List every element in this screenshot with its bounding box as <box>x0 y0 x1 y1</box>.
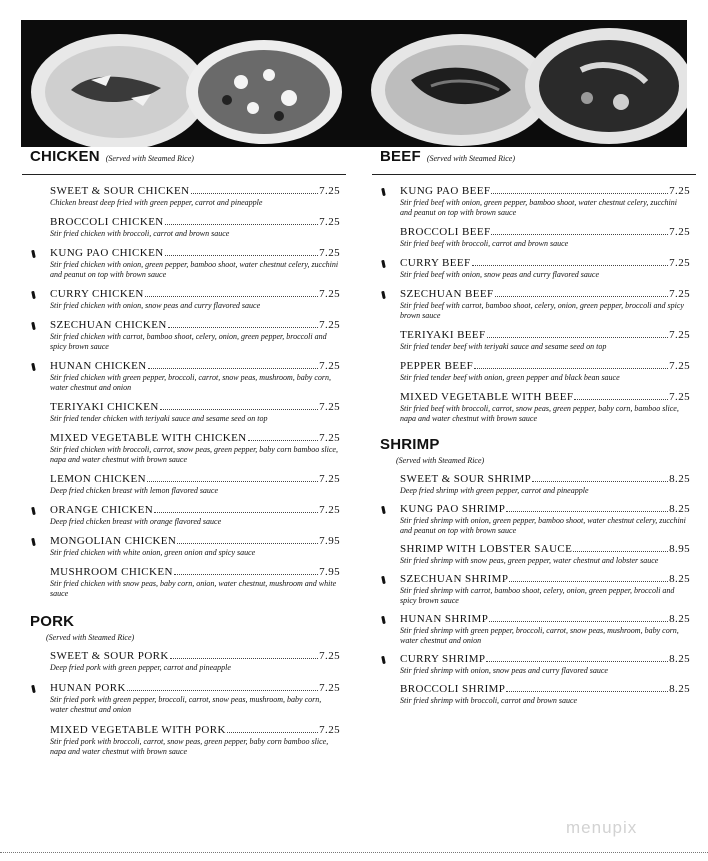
chili-pepper-icon <box>382 259 387 268</box>
menu-item <box>380 573 690 606</box>
menu-item-description: Stir fried pork with green pepper, broccoli, carrot, snow peas, mushroom, baby corn, water chestnut and onion <box>50 695 322 714</box>
menu-item-price: 7.25 <box>669 288 690 300</box>
menu-item-price: 7.25 <box>319 504 340 516</box>
right-column <box>380 148 690 713</box>
menu-item <box>30 247 340 280</box>
dot-leader <box>127 690 318 691</box>
menu-item-price: 7.25 <box>669 391 690 403</box>
dot-leader <box>506 511 668 512</box>
chili-pepper-icon <box>32 684 37 693</box>
menu-item <box>30 535 340 558</box>
menu-item-description: Stir fried chicken with onion, green pepper, bamboo shoot, water chestnut celery, zucchini and peanut on top with brown sauce <box>50 260 339 279</box>
menu-item-row <box>400 329 690 341</box>
menu-item-name: MONGOLIAN CHICKEN <box>50 535 177 547</box>
dot-leader <box>174 574 318 575</box>
menu-item-description: Stir fried shrimp with carrot, bamboo shoot, celery, onion, green pepper, broccoli and spicy brown sauce <box>400 586 675 605</box>
chili-pepper-icon <box>32 249 37 258</box>
menu-item-row <box>400 360 690 372</box>
menu-item-name: KUNG PAO SHRIMP <box>400 503 506 515</box>
menu-item-row <box>50 288 340 300</box>
menu-item-row <box>50 401 340 413</box>
menu-item-row <box>50 650 340 662</box>
menu-item <box>30 216 340 239</box>
menu-item-name: TERIYAKI CHICKEN <box>50 401 159 413</box>
menu-item-row <box>400 653 690 665</box>
menu-item-description: Stir fried beef with broccoli, carrot and brown sauce <box>400 239 569 248</box>
menu-item <box>30 185 340 208</box>
menu-item-name: PEPPER BEEF <box>400 360 474 372</box>
shrimp-section-title: SHRIMP <box>380 436 440 453</box>
menu-item-name: BROCCOLI SHRIMP <box>400 683 506 695</box>
dot-leader <box>506 691 668 692</box>
menu-item-price: 8.95 <box>669 543 690 555</box>
dot-leader <box>148 368 319 369</box>
beef-section-note: (Served with Steamed Rice) <box>426 154 515 163</box>
dot-leader <box>491 193 668 194</box>
dot-leader <box>191 193 319 194</box>
menu-item-description: Stir fried chicken with green pepper, broccoli, carrot, snow peas, mushroom, baby corn, water chestnut and onion <box>50 373 331 392</box>
menu-item <box>380 683 690 706</box>
dot-leader <box>154 512 318 513</box>
menu-item <box>30 401 340 424</box>
menu-item-description: Stir fried chicken with onion, snow peas and curry flavored sauce <box>50 301 261 310</box>
chili-pepper-icon <box>32 506 37 515</box>
menu-item-price: 7.25 <box>319 682 340 694</box>
menu-item <box>380 257 690 280</box>
beef-section-header <box>380 148 690 174</box>
menu-item-price: 7.25 <box>319 185 340 197</box>
plate-4 <box>525 28 687 144</box>
menu-item-name: KUNG PAO BEEF <box>400 185 491 197</box>
section-divider <box>22 174 346 175</box>
menu-item-description: Deep fried chicken breast with lemon flavored sauce <box>50 486 219 495</box>
menu-item-row <box>50 432 340 444</box>
menu-item-description: Stir fried chicken with white onion, green onion and spicy sauce <box>50 548 256 557</box>
menu-item-name: MIXED VEGETABLE WITH CHICKEN <box>50 432 247 444</box>
menu-item-name: SWEET & SOUR SHRIMP <box>400 473 532 485</box>
menu-item-description: Stir fried chicken with broccoli, carrot, snow peas, green pepper, baby corn bamboo slice, napa and water chestnut with brown sauce <box>50 445 338 464</box>
menu-item-name: MUSHROOM CHICKEN <box>50 566 173 578</box>
menu-item-price: 8.25 <box>669 503 690 515</box>
menu-item <box>30 432 340 465</box>
menu-item <box>380 226 690 249</box>
menu-item <box>380 288 690 321</box>
pork-section-note: (Served with Steamed Rice) <box>46 633 135 642</box>
chili-pepper-icon <box>32 537 37 546</box>
menu-item <box>380 653 690 676</box>
menu-item <box>30 682 340 715</box>
menu-item-price: 8.25 <box>669 573 690 585</box>
menu-item-description: Stir fried shrimp with snow peas, green pepper, water chestnut and lobster sauce <box>400 556 659 565</box>
menu-item-description: Deep fried shrimp with green pepper, carrot and pineapple <box>400 486 589 495</box>
menu-item-description: Stir fried beef with carrot, bamboo shoot, celery, onion, green pepper, broccoli and spicy brown sauce <box>400 301 684 320</box>
shrimp-section-note: (Served with Steamed Rice) <box>396 456 485 465</box>
menu-item-description: Stir fried beef with onion, snow peas and curry flavored sauce <box>400 270 600 279</box>
menu-item-name: SWEET & SOUR PORK <box>50 650 169 662</box>
menu-item-price: 7.95 <box>319 566 340 578</box>
plate-2 <box>186 40 342 144</box>
dot-leader <box>495 296 669 297</box>
menu-item <box>380 473 690 496</box>
pork-items <box>30 650 340 757</box>
menu-item-name: SHRIMP WITH LOBSTER SAUCE <box>400 543 573 555</box>
dot-leader <box>472 265 669 266</box>
dot-leader <box>532 481 668 482</box>
dot-leader <box>147 481 318 482</box>
menu-item-name: HUNAN SHRIMP <box>400 613 489 625</box>
menu-item-name: SZECHUAN SHRIMP <box>400 573 509 585</box>
menu-item-price: 7.25 <box>319 401 340 413</box>
chicken-section-title: CHICKEN <box>30 148 100 165</box>
menu-item-description: Stir fried shrimp with green pepper, broccoli, carrot, snow peas, mushroom, baby corn, water chestnut and onion <box>400 626 679 645</box>
menu-item-name: CURRY SHRIMP <box>400 653 486 665</box>
shrimp-items <box>380 473 690 706</box>
chili-pepper-icon <box>32 362 37 371</box>
menu-item <box>30 724 340 757</box>
menu-item-price: 7.25 <box>669 226 690 238</box>
menu-item-row <box>400 543 690 555</box>
menu-item <box>380 329 690 352</box>
menu-item-row <box>50 216 340 228</box>
menu-item-price: 7.25 <box>319 360 340 372</box>
dot-leader <box>168 327 318 328</box>
menu-item-description: Deep fried pork with green pepper, carrot and pineapple <box>50 663 231 672</box>
menu-item-price: 8.25 <box>669 473 690 485</box>
menu-item-name: BROCCOLI BEEF <box>400 226 491 238</box>
menu-item-price: 7.25 <box>319 216 340 228</box>
menu-item-name: CURRY CHICKEN <box>50 288 144 300</box>
plate-3 <box>371 34 551 146</box>
menu-item <box>30 319 340 352</box>
bottom-rule <box>0 852 708 853</box>
dot-leader <box>509 581 668 582</box>
chili-pepper-icon <box>32 290 37 299</box>
menu-item-description: Chicken breast deep fried with green pepper, carrot and pineapple <box>50 198 263 207</box>
menu-item-row <box>400 473 690 485</box>
menu-item-row <box>50 473 340 485</box>
menu-item <box>380 543 690 566</box>
menu-item <box>380 503 690 536</box>
left-column <box>30 148 340 766</box>
menu-item-name: HUNAN PORK <box>50 682 126 694</box>
dot-leader <box>487 337 669 338</box>
banner-photo <box>21 20 687 147</box>
menu-item-description: Stir fried tender beef with teriyaki sauce and sesame seed on top <box>400 342 607 351</box>
menu-item-description: Stir fried pork with broccoli, carrot, snow peas, green pepper, baby corn bamboo slice, napa and water chestnut with brown sauce <box>50 737 329 756</box>
menu-item <box>30 288 340 311</box>
menu-item-description: Stir fried shrimp with broccoli, carrot and brown sauce <box>400 696 578 705</box>
menu-item-row <box>50 535 340 547</box>
menu-item-row <box>400 391 690 403</box>
photo-banner <box>21 20 687 147</box>
menu-item-description: Deep fried chicken breast with orange flavored sauce <box>50 517 222 526</box>
watermark: menupix <box>566 818 638 837</box>
menu-item-price: 7.25 <box>319 473 340 485</box>
chili-pepper-icon <box>382 505 387 514</box>
dot-leader <box>227 732 318 733</box>
menu-item-name: BROCCOLI CHICKEN <box>50 216 164 228</box>
menu-item-description: Stir fried beef with broccoli, carrot, snow peas, green pepper, baby corn, bamboo slice, napa and water chestnut with brown sauce <box>400 404 679 423</box>
chili-pepper-icon <box>382 290 387 299</box>
menu-item-row <box>50 360 340 372</box>
chili-pepper-icon <box>32 321 37 330</box>
menu-item-price: 7.25 <box>319 432 340 444</box>
menu-item-name: CURRY BEEF <box>400 257 471 269</box>
chili-pepper-icon <box>382 615 387 624</box>
menu-item-row <box>50 319 340 331</box>
menu-item-description: Stir fried chicken with snow peas, baby corn, onion, water chestnut, mushroom and white sauce <box>50 579 337 598</box>
chicken-section-header <box>30 148 340 174</box>
menu-item-price: 7.25 <box>319 319 340 331</box>
menu-item-name: TERIYAKI BEEF <box>400 329 486 341</box>
menu-item-description: Stir fried beef with onion, green pepper, bamboo shoot, water chestnut celery, zucchini and peanut on top with brown sauce <box>400 198 677 217</box>
chicken-items <box>30 185 340 599</box>
menu-item-description: Stir fried tender beef with onion, green pepper and black bean sauce <box>400 373 620 382</box>
menu-item-name: HUNAN CHICKEN <box>50 360 147 372</box>
menu-item-row <box>400 683 690 695</box>
menu-item <box>30 504 340 527</box>
menu-item-name: KUNG PAO CHICKEN <box>50 247 164 259</box>
menu-item-row <box>400 226 690 238</box>
dot-leader <box>486 661 668 662</box>
menu-item-row <box>50 504 340 516</box>
menu-item-row <box>400 613 690 625</box>
menu-item-description: Stir fried chicken with broccoli, carrot and brown sauce <box>50 229 230 238</box>
menu-item-row <box>50 566 340 578</box>
dot-leader <box>474 368 668 369</box>
chili-pepper-icon <box>382 655 387 664</box>
chili-pepper-icon <box>382 575 387 584</box>
dot-leader <box>170 658 318 659</box>
menu-item-description: Stir fried chicken with carrot, bamboo shoot, celery, onion, green pepper, broccoli and spicy brown sauce <box>50 332 327 351</box>
menu-item-name: SZECHUAN CHICKEN <box>50 319 167 331</box>
menu-item <box>380 360 690 383</box>
menu-item <box>30 473 340 496</box>
menu-item-name: SWEET & SOUR CHICKEN <box>50 185 190 197</box>
dot-leader <box>165 255 319 256</box>
menu-item-name: MIXED VEGETABLE WITH PORK <box>50 724 226 736</box>
beef-section-title: BEEF <box>380 148 421 165</box>
menu-item-description: Stir fried tender chicken with teriyaki sauce and sesame seed on top <box>50 414 268 423</box>
plate-1 <box>31 34 207 147</box>
menu-item-price: 7.25 <box>319 288 340 300</box>
menu-item-name: LEMON CHICKEN <box>50 473 146 485</box>
menu-item-price: 7.25 <box>669 257 690 269</box>
menu-item-price: 8.25 <box>669 683 690 695</box>
menu-item-price: 7.25 <box>319 650 340 662</box>
menu-item <box>30 566 340 599</box>
chili-pepper-icon <box>382 187 387 196</box>
menu-item <box>30 650 340 673</box>
menu-item-row <box>400 185 690 197</box>
menu-item-price: 7.25 <box>669 329 690 341</box>
dot-leader <box>491 234 668 235</box>
menu-item <box>380 391 690 424</box>
menu-item-row <box>50 682 340 694</box>
menu-item-price: 7.25 <box>319 724 340 736</box>
menu-item-price: 7.25 <box>319 247 340 259</box>
menu-item <box>380 613 690 646</box>
menu-item-price: 7.95 <box>319 535 340 547</box>
chicken-section-note: (Served with Steamed Rice) <box>105 154 194 163</box>
menu-item-price: 8.25 <box>669 613 690 625</box>
dot-leader <box>165 224 318 225</box>
menu-item-price: 7.25 <box>669 360 690 372</box>
menu-item-row <box>400 288 690 300</box>
dot-leader <box>177 543 318 544</box>
section-divider <box>372 174 696 175</box>
dot-leader <box>145 296 318 297</box>
menu-item-row <box>400 573 690 585</box>
menu-item <box>30 360 340 393</box>
menu-item-name: MIXED VEGETABLE WITH BEEF <box>400 391 574 403</box>
menu-item-description: Stir fried shrimp with onion, green pepper, bamboo shoot, water chestnut celery, zucchini and peanut on top with brown sauce <box>400 516 686 535</box>
menu-item-name: ORANGE CHICKEN <box>50 504 154 516</box>
dot-leader <box>573 551 668 552</box>
dot-leader <box>574 399 668 400</box>
dot-leader <box>489 621 668 622</box>
dot-leader <box>160 409 318 410</box>
menu-item <box>380 185 690 218</box>
beef-items <box>380 185 690 424</box>
menu-item-row <box>400 257 690 269</box>
menu-item-row <box>400 503 690 515</box>
dot-leader <box>248 440 319 441</box>
menu-item-description: Stir fried shrimp with onion, snow peas and curry flavored sauce <box>400 666 608 675</box>
pork-section-title: PORK <box>30 613 75 630</box>
menu-item-row <box>50 724 340 736</box>
menu-item-price: 8.25 <box>669 653 690 665</box>
menu-item-row <box>50 247 340 259</box>
menu-item-row <box>50 185 340 197</box>
menu-item-name: SZECHUAN BEEF <box>400 288 494 300</box>
menu-item-price: 7.25 <box>669 185 690 197</box>
